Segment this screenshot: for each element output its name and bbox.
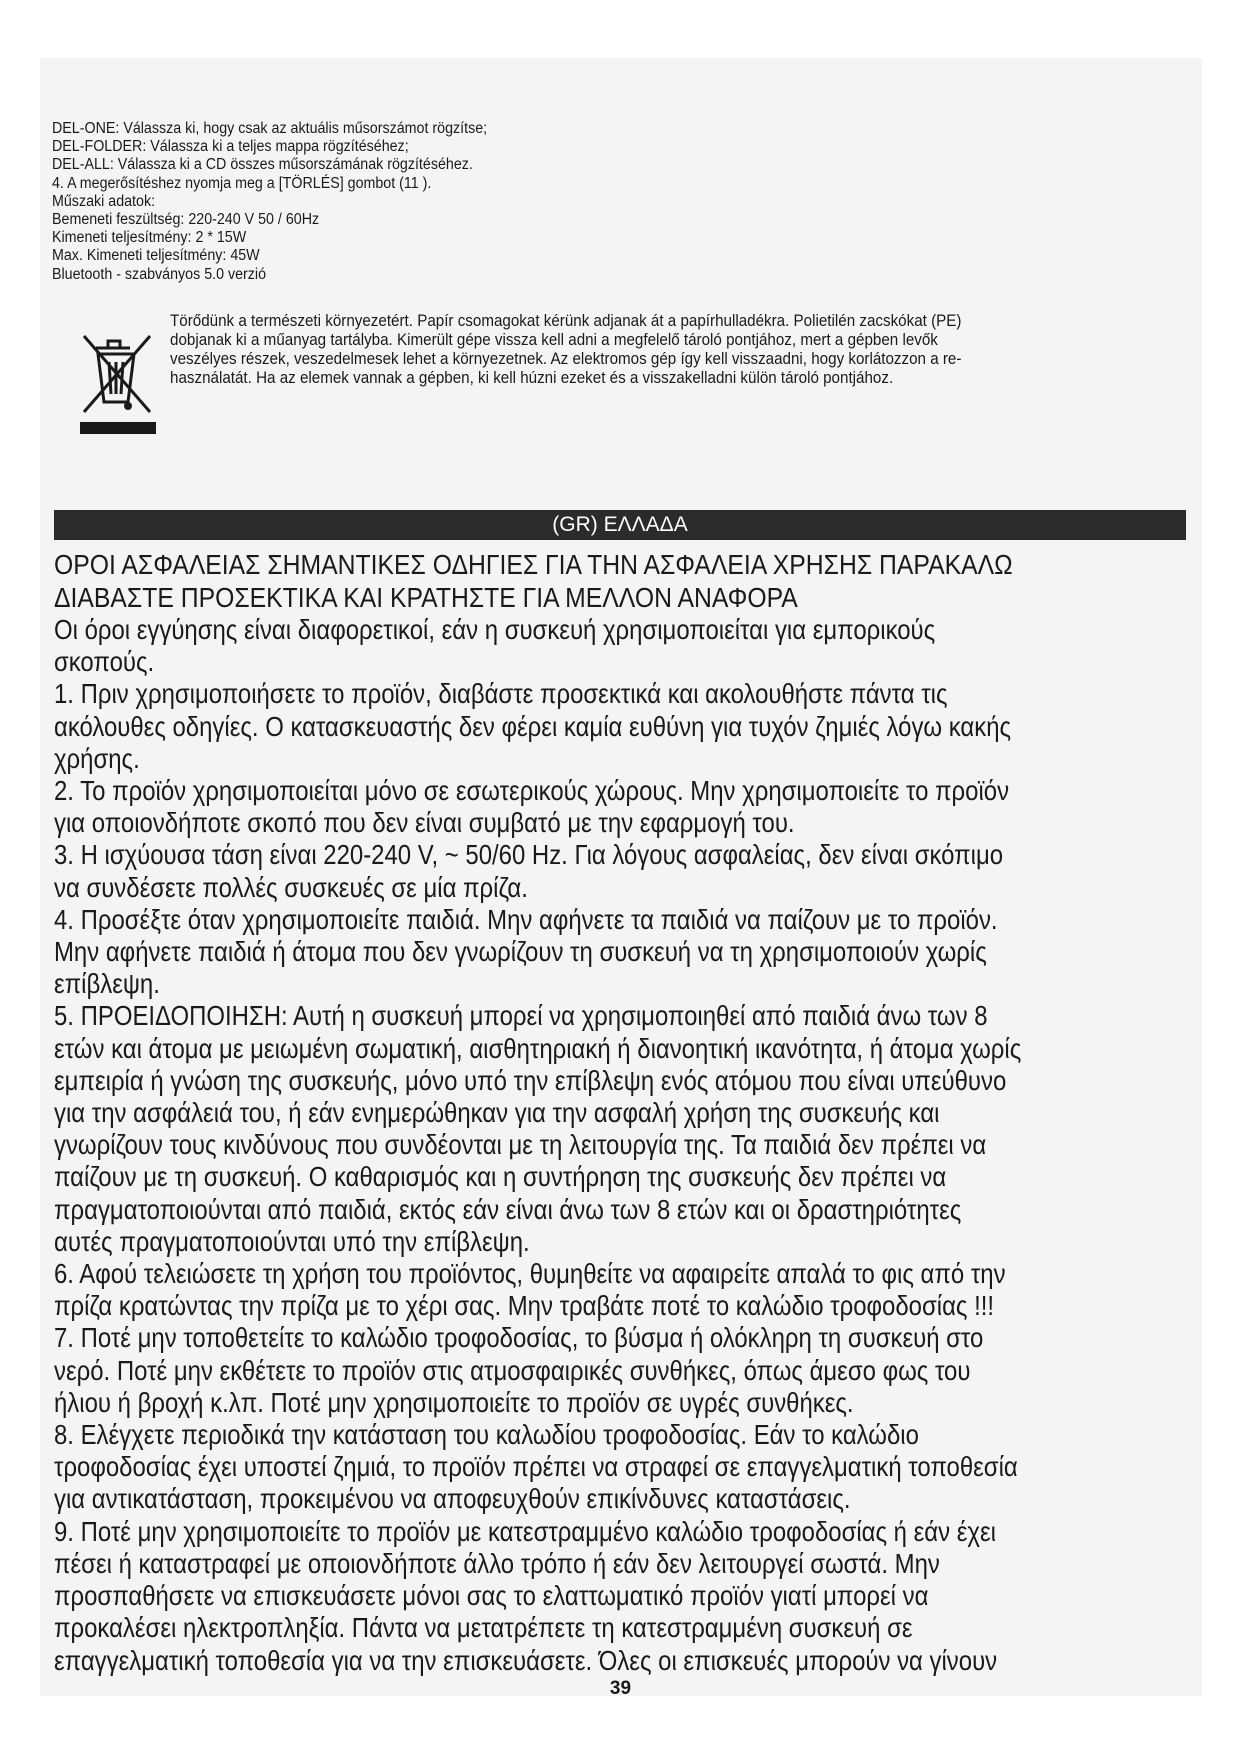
heading-line: ΔΙΑΒΑΣΤΕ ΠΡΟΣΕΚΤΙΚΑ ΚΑΙ ΚΡΑΤΗΣΤΕ ΓΙΑ ΜΕΛΛΟΝ ΑΝΑΦΟΡΑ xyxy=(54,582,798,613)
text-line: 4. Προσέξτε όταν χρησιμοποιείτε παιδιά. Μην αφήνετε τα παιδιά να παίζουν με το προϊόν. xyxy=(54,903,998,935)
text-line: παίζουν με τη συσκευή. Ο καθαρισμός και η συντήρηση της συσκευής δεν πρέπει να xyxy=(54,1161,947,1193)
text-line: ετών και άτομα με μειωμένη σωματική, αισθητηριακή ή διανοητική ικανότητα, ή άτομα χωρίς xyxy=(54,1032,1022,1064)
spec-line: Kimeneti teljesítmény: 2 * 15W xyxy=(52,229,247,247)
heading-line: ΟΡΟΙ ΑΣΦΑΛΕΙΑΣ ΣΗΜΑΝΤΙΚΕΣ ΟΔΗΓΙΕΣ ΓΙΑ ΤΗΝ ΑΣΦΑΛΕΙΑ ΧΡΗΣΗΣ ΠΑΡΑΚΑΛΩ xyxy=(54,549,1013,580)
text-line: 4. A megerősítéshez nyomja meg a [TÖRLÉS] gombot (11 ). xyxy=(52,174,432,192)
text-line: 8. Ελέγχετε περιοδικά την κατάσταση του καλωδίου τροφοδοσίας. Εάν το καλώδιο xyxy=(54,1419,919,1451)
text-line: για την ασφάλειά του, ή εάν ενημερώθηκαν για την ασφαλή χρήση της συσκευής και xyxy=(54,1097,940,1129)
page-number: 39 xyxy=(609,1678,632,1699)
text-line: για οποιονδήποτε σκοπό που δεν είναι συμβατό με την εφαρμογή του. xyxy=(54,807,795,839)
specs-heading: Műszaki adatok: xyxy=(52,192,156,210)
text-line: γνωρίζουν τους κινδύνους που συνδέονται με τη λειτουργία της. Τα παιδιά δεν πρέπει να xyxy=(54,1129,987,1161)
text-line: 5. ΠΡΟΕΙΔΟΠΟΙΗΣΗ: Αυτή η συσκευή μπορεί να χρησιμοποιηθεί από παιδιά άνω των 8 xyxy=(54,1000,988,1032)
text-line: αυτές πραγματοποιούνται υπό την επίβλεψη. xyxy=(54,1225,530,1257)
text-line: να συνδέσετε πολλές συσκευές σε μία πρίζα. xyxy=(54,871,528,903)
text-line: επαγγελματική τοποθεσία για να την επισκευάσετε. Όλες οι επισκευές μπορούν να γίνουν xyxy=(54,1644,998,1676)
text-line: Οι όροι εγγύησης είναι διαφορετικοί, εάν η συσκευή χρησιμοποιείται για εμπορικούς xyxy=(54,614,936,645)
text-line: πέσει ή καταστραφεί με οποιονδήποτε άλλο τρόπο ή εάν δεν λειτουργεί σωστά. Μην xyxy=(54,1547,940,1579)
text-line: DEL-ALL: Válassza ki a CD összes műsorszámának rögzítéséhez. xyxy=(52,156,473,174)
text-line: 2. Το προϊόν χρησιμοποιείται μόνο σε εσωτερικούς χώρους. Μην χρησιμοποιείτε το προϊόν xyxy=(54,775,1010,807)
text-line: 9. Ποτέ μην χρησιμοποιείτε το προϊόν με κατεστραμμένο καλώδιο τροφοδοσίας ή εάν έχει xyxy=(54,1515,996,1547)
text-line: ήλιου ή βροχή κ.λπ. Ποτέ μην χρησιμοποιείτε το προϊόν σε υγρές συνθήκες. xyxy=(54,1386,854,1418)
spec-line: Bluetooth - szabványos 5.0 verzió xyxy=(52,265,267,283)
text-line: 1. Πριν χρησιμοποιήσετε το προϊόν, διαβάστε προσεκτικά και ακολουθήστε πάντα τις xyxy=(54,678,948,710)
text-line: πρίζα κρατώντας την πρίζα με το χέρι σας. Μην τραβάτε ποτέ το καλώδιο τροφοδοσίας !!! xyxy=(54,1290,995,1322)
text-line: Törődünk a természeti környezetért. Papír csomagokat kérünk adjanak át a papírhulladékra. Polietilén zacskókat (PE) xyxy=(170,312,962,330)
text-line: εμπειρία ή γνώση της συσκευής, μόνο υπό την επίβλεψη ενός ατόμου που είναι υπεύθυνο xyxy=(54,1064,1007,1096)
text-line: προσπαθήσετε να επισκευάσετε μόνοι σας το ελαττωματικό προϊόν γιατί μπορεί να xyxy=(54,1580,929,1612)
text-line: 6. Αφού τελειώσετε τη χρήση του προϊόντος, θυμηθείτε να αφαιρείτε απαλά το φις από την xyxy=(54,1258,1006,1290)
text-line: επίβλεψη. xyxy=(54,968,160,1000)
text-line: 7. Ποτέ μην τοποθετείτε το καλώδιο τροφοδοσίας, το βύσμα ή ολόκληρη τη συσκευή στο xyxy=(54,1322,984,1354)
hungarian-instructions xyxy=(52,120,1092,284)
text-line: ακόλουθες οδηγίες. Ο κατασκευαστής δεν φέρει καμία ευθύνη για τυχόν ζημιές λόγω κακής xyxy=(54,710,1012,742)
text-line: για αντικατάσταση, προκειμένου να αποφευχθούν επικίνδυνες καταστάσεις. xyxy=(54,1483,851,1515)
text-line: πραγματοποιούνται από παιδιά, εκτός εάν είναι άνω των 8 ετών και οι δραστηριότητες xyxy=(54,1193,962,1225)
crossed-out-wheelie-bin-icon xyxy=(78,330,158,436)
text-line: προκαλέσει ηλεκτροπληξία. Πάντα να μετατρέπετε τη κατεστραμμένη συσκευή σε xyxy=(54,1612,913,1644)
safety-heading xyxy=(54,548,1134,614)
section-header-bar: (GR) ΕΛΛΑΔΑ xyxy=(54,510,1186,540)
text-line: 3. Η ισχύουσα τάση είναι 220-240 V, ~ 50/60 Hz. Για λόγους ασφαλείας, δεν είναι σκόπιμο xyxy=(54,839,1004,871)
spec-line: Max. Kimeneti teljesítmény: 45W xyxy=(52,247,260,265)
text-line: τροφοδοσίας έχει υποστεί ζημιά, το προϊόν πρέπει να στραφεί σε επαγγελματική τοποθεσία xyxy=(54,1451,1018,1483)
text-line: νερό. Ποτέ μην εκθέτετε το προϊόν στις ατμοσφαιρικές συνθήκες, όπως άμεσο φως του xyxy=(54,1354,971,1386)
text-line: dobjanak ki a műanyag tartályba. Kimerült gépe vissza kell adni a megfelelő tároló pontjához, mert a gépben levők xyxy=(170,331,938,349)
environment-notice xyxy=(170,312,1182,388)
safety-instructions-body xyxy=(54,614,1185,1677)
text-line: használatát. Ha az elemek vannak a gépben, ki kell húzni ezeket és a visszakelladni külön tároló pontjához. xyxy=(170,369,894,387)
text-line: veszélyes részek, veszedelmesek lehet a környezetnek. Az elektromos gép így kell visszaadni, hogy korlátozzon a re- xyxy=(170,350,962,368)
text-line: σκοπούς. xyxy=(54,646,155,678)
text-line: Μην αφήνετε παιδιά ή άτομα που δεν γνωρίζουν τη συσκευή να τη χρησιμοποιούν χωρίς xyxy=(54,936,987,968)
text-line: DEL-FOLDER: Válassza ki a teljes mappa rögzítéséhez; xyxy=(52,138,409,156)
text-line: DEL-ONE: Válassza ki, hogy csak az aktuális műsorszámot rögzítse; xyxy=(52,120,488,137)
spec-line: Bemeneti feszültség: 220-240 V 50 / 60Hz xyxy=(52,211,320,229)
text-line: χρήσης. xyxy=(54,742,140,774)
